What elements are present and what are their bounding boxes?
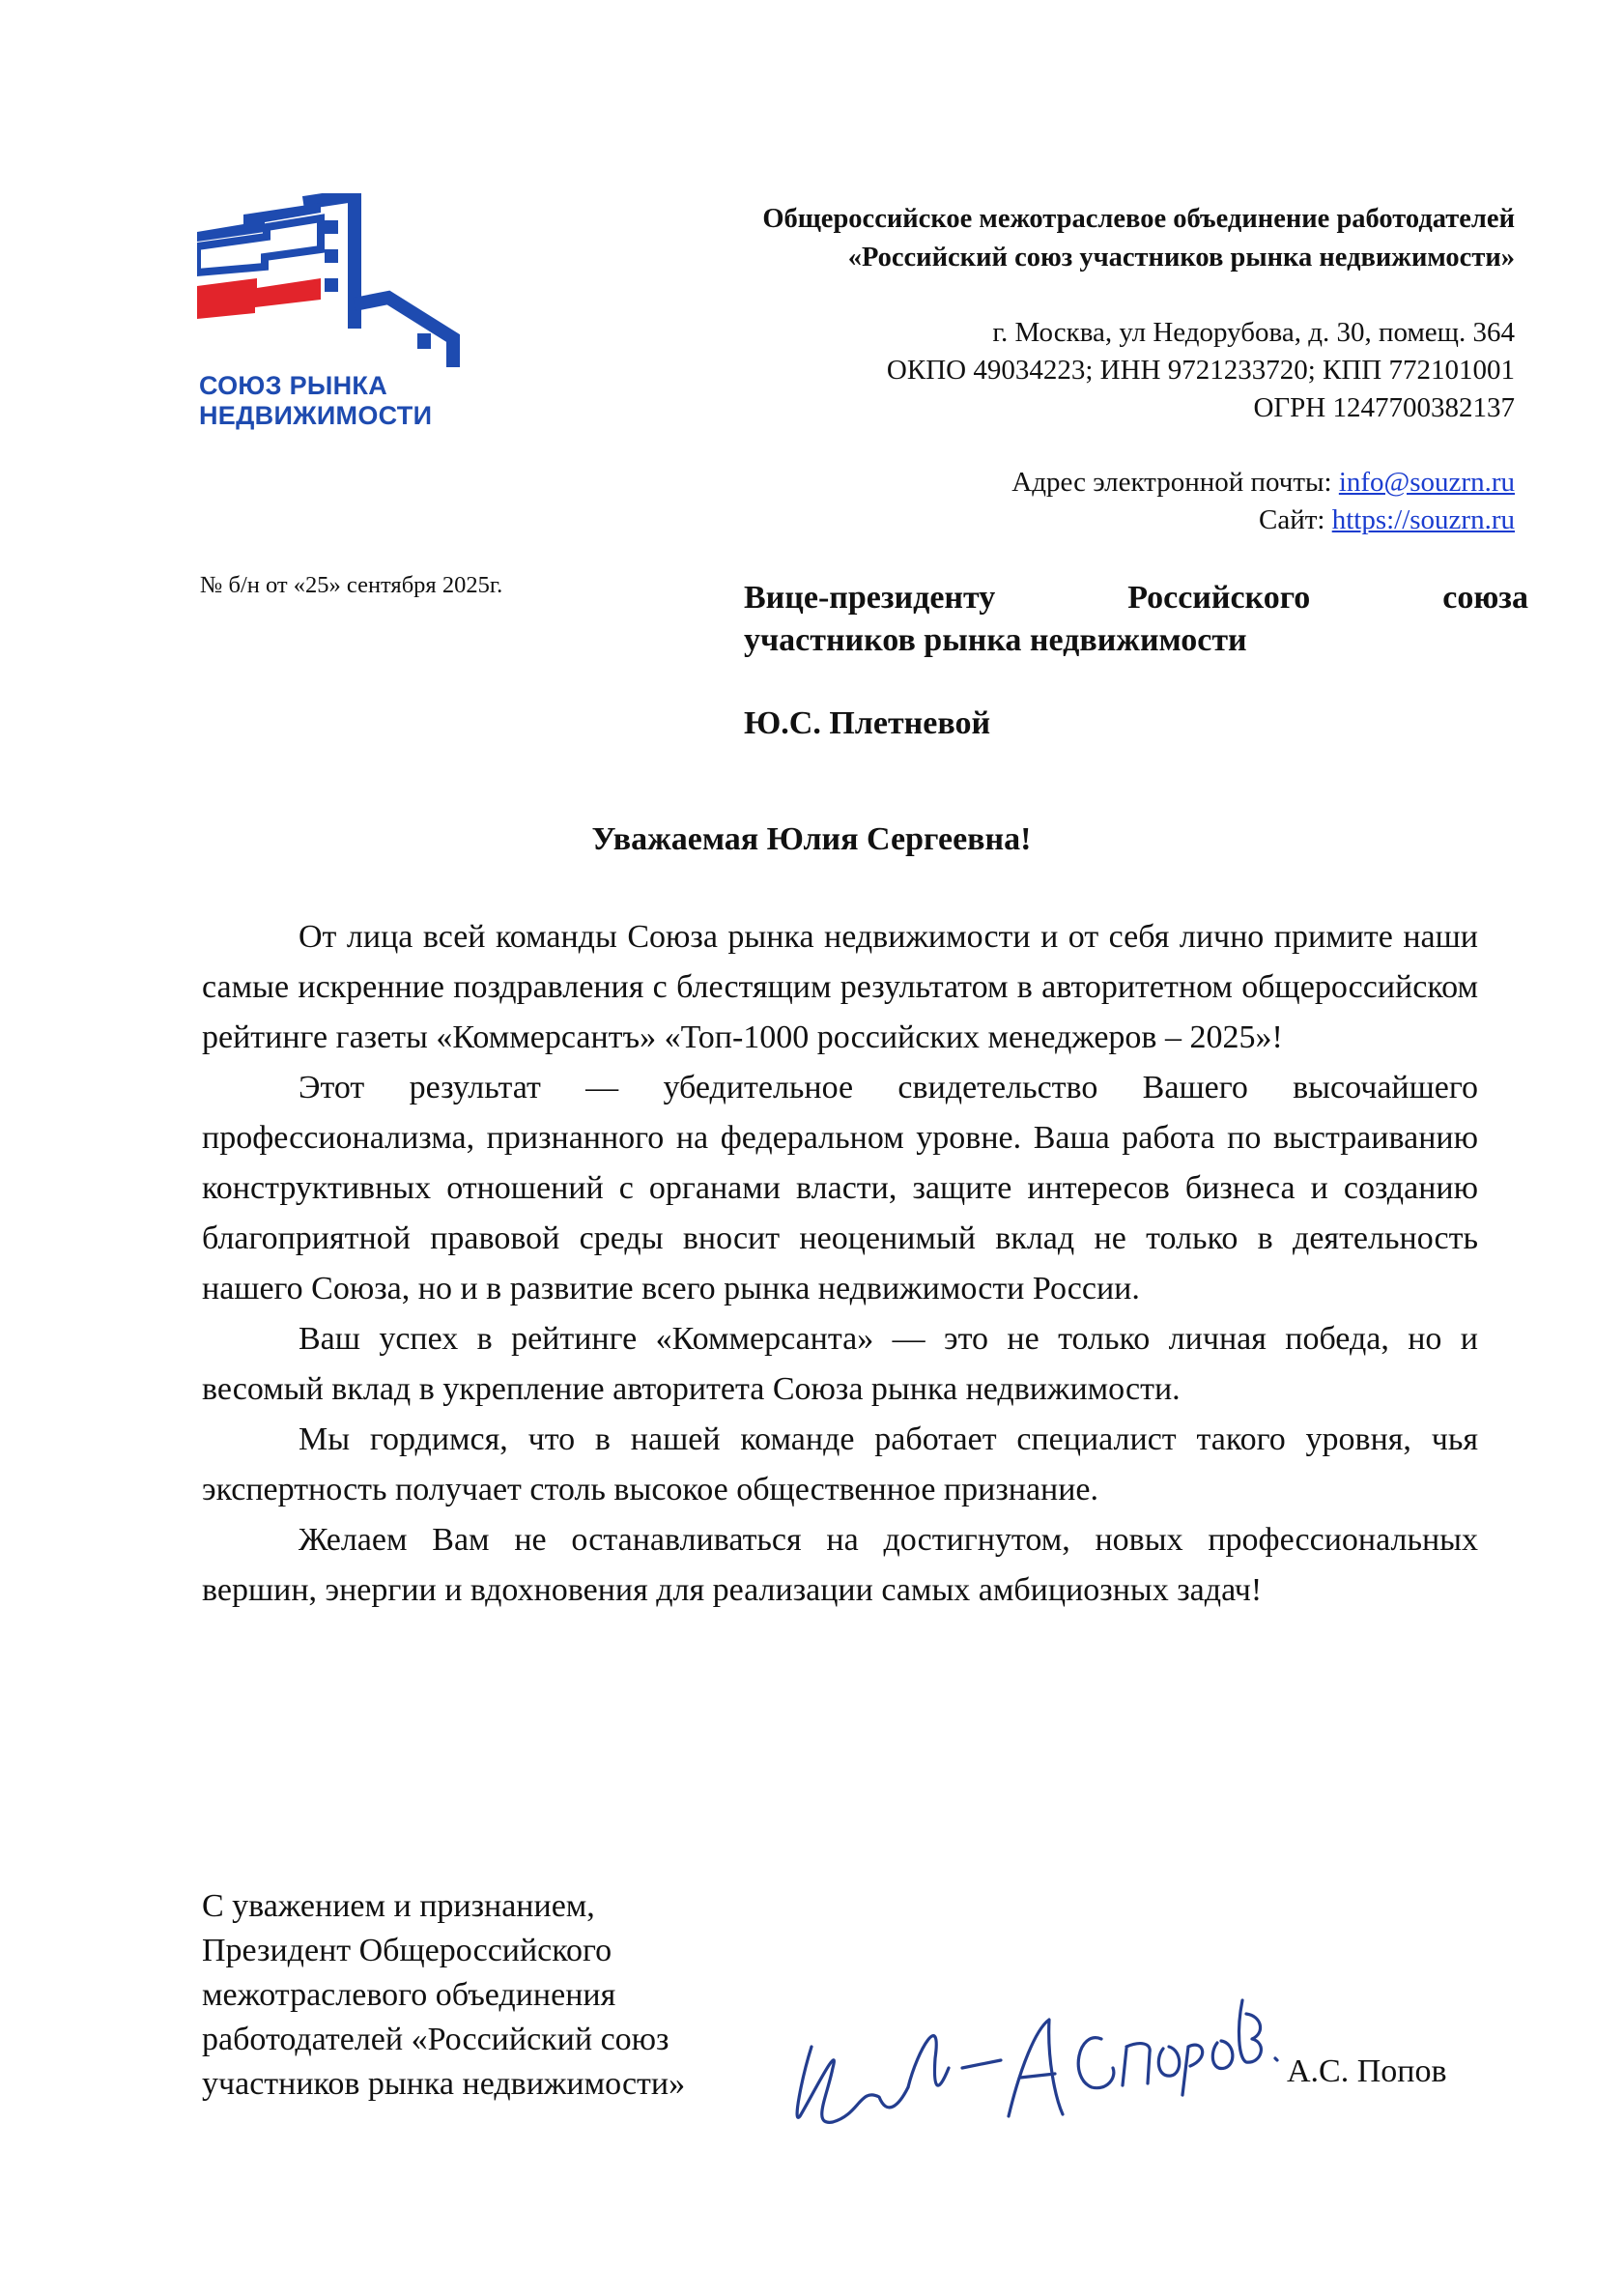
body-paragraph: От лица всей команды Союза рынка недвижимости и от себя лично примите наши самые искренние поздравления с блестящим результатом в авторитетном общероссийском рейтинге газеты «Коммерсантъ» «Топ-1000 российских менеджеров – 2025»!	[202, 919, 1478, 1055]
org-name-line1: Общероссийское межотраслевое объединение работодателей	[762, 204, 1515, 234]
addressee-word-2: Российского	[1127, 580, 1311, 616]
closing-block	[202, 1884, 685, 2107]
organization-requisites	[887, 314, 1515, 427]
site-row	[1011, 502, 1515, 539]
letter-body	[202, 912, 1478, 1616]
site-label: Сайт:	[1258, 504, 1332, 535]
handwritten-signature	[773, 1933, 1314, 2165]
greeting: Уважаемая Юлия Сергеевна!	[591, 821, 1032, 857]
body-paragraph: Желаем Вам не останавливаться на достигнутом, новых профессиональных вершин, энергии и вдохновения для реализации самых амбициозных задач!	[202, 1522, 1478, 1608]
organization-name	[762, 200, 1515, 277]
email-link[interactable]: info@souzrn.ru	[1338, 467, 1515, 498]
closing-line-3: межотраслевого объединения	[202, 1977, 616, 2013]
addressee-name: Ю.С. Плетневой	[744, 705, 991, 741]
logo-text-line2: НЕДВИЖИМОСТИ	[199, 401, 433, 430]
closing-line-4: работодателей «Российский союз	[202, 2022, 669, 2057]
site-link[interactable]: https://souzrn.ru	[1331, 504, 1515, 535]
org-codes: ОКПО 49034223; ИНН 9721233720; КПП 772101001	[886, 355, 1515, 386]
organization-logo	[197, 193, 477, 435]
closing-line-5: участников рынка недвижимости»	[202, 2066, 686, 2102]
email-row	[1011, 464, 1515, 502]
org-ogrn: ОГРН 1247700382137	[1253, 392, 1515, 423]
logo-text-line1: СОЮЗ РЫНКА	[199, 371, 388, 400]
closing-line-1: С уважением и признанием,	[202, 1888, 595, 1924]
addressee-title-line1	[744, 577, 1528, 619]
email-label: Адрес электронной почты:	[1011, 467, 1339, 498]
signer-name: А.С. Попов	[1287, 2053, 1447, 2089]
body-paragraph: Мы гордимся, что в нашей команде работает специалист такого уровня, чья экспертность получает столь высокое общественное признание.	[202, 1421, 1478, 1507]
org-address: г. Москва, ул Недорубова, д. 30, помещ. 364	[992, 317, 1515, 348]
document-number: № б/н от «25» сентября 2025г.	[200, 572, 503, 598]
addressee-title-line2: участников рынка недвижимости	[744, 622, 1247, 658]
addressee-word-3: союза	[1442, 580, 1528, 616]
addressee-word-1: Вице-президенту	[744, 580, 996, 616]
organization-contacts	[1011, 464, 1515, 539]
body-paragraph: Этот результат — убедительное свидетельство Вашего высочайшего профессионализма, признанного на федеральном уровне. Ваша работа по выстраиванию конструктивных отношений с органами власти, защите интересов бизнеса и созданию благоприятной правовой среды вносит неоценимый вклад не только в деятельность нашего Союза, но и в развитие всего рынка недвижимости России.	[202, 1070, 1478, 1306]
addressee-block	[744, 577, 1528, 662]
building-flag-icon	[197, 193, 477, 367]
body-paragraph: Ваш успех в рейтинге «Коммерсанта» — это не только личная победа, но и весомый вклад в укрепление авторитета Союза рынка недвижимости.	[202, 1321, 1478, 1407]
closing-line-2: Президент Общероссийского	[202, 1933, 612, 1968]
org-name-line2: «Российский союз участников рынка недвижимости»	[847, 243, 1515, 273]
